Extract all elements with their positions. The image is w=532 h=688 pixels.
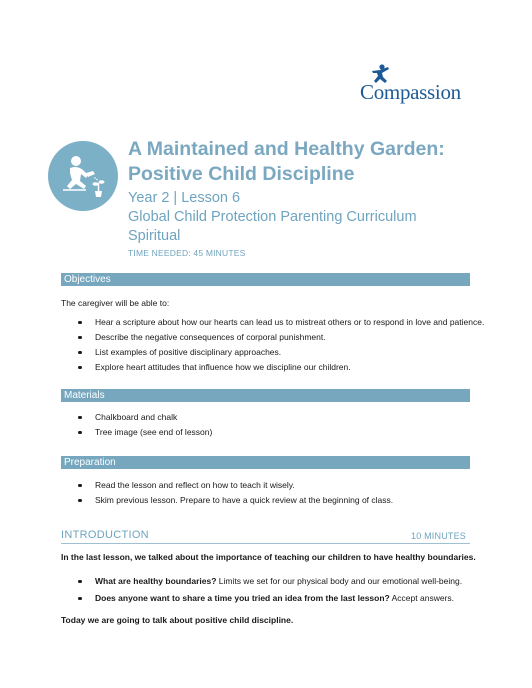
time-needed: TIME NEEDED: 45 MINUTES [128,248,246,258]
introduction-lead: In the last lesson, we talked about the importance of teaching our children to have healthy boundaries. [61,552,476,562]
list-item: Chalkboard and chalk [78,411,212,423]
list-item: List examples of positive disciplinary approaches. [78,346,484,358]
materials-heading: Materials [61,389,470,402]
list-item: Read the lesson and reflect on how to teach it wisely. [78,479,393,491]
curriculum-line-2: Spiritual [128,228,181,244]
logo-text: Compassion [360,80,461,104]
list-item [78,575,462,587]
introduction-heading: INTRODUCTION [61,529,149,541]
introduction-header [61,529,470,544]
list-item: Hear a scripture about how our hearts can lead us to mistreat others or to respond in love and patience. [78,316,484,328]
child-watering-plant-icon [48,141,118,211]
preparation-list [78,479,393,509]
list-item: Describe the negative consequences of corporal punishment. [78,331,484,343]
lesson-label: Year 2 | Lesson 6 [128,190,241,206]
list-item: Skim previous lesson. Prepare to have a quick review at the beginning of class. [78,494,393,506]
objectives-list [78,316,484,376]
list-item: Explore heart attitudes that influence how we discipline our children. [78,361,484,373]
objectives-heading: Objectives [61,273,470,286]
curriculum-line-1: Global Child Protection Parenting Curriculum [128,209,417,225]
question-bold: What are healthy boundaries? [95,576,217,586]
compassion-logo [360,64,472,108]
question-answer: Accept answers. [389,593,455,603]
introduction-closing: Today we are going to talk about positive child discipline. [61,615,294,625]
hero-circle [48,141,118,211]
page-title [128,137,508,187]
page-subtitle [128,189,508,246]
list-item: Tree image (see end of lesson) [78,426,212,438]
question-answer: Limits we set for our physical body and our emotional well-being. [216,576,463,586]
materials-list [78,411,212,441]
objectives-intro: The caregiver will be able to: [61,298,170,308]
title-line-2: Positive Child Discipline [128,163,355,185]
introduction-questions [78,575,462,607]
introduction-duration: 10 MINUTES [410,531,466,541]
list-item [78,592,462,604]
title-line-1: A Maintained and Healthy Garden: [128,138,445,160]
question-bold: Does anyone want to share a time you tried an idea from the last lesson? [95,593,390,603]
preparation-heading: Preparation [61,456,470,469]
